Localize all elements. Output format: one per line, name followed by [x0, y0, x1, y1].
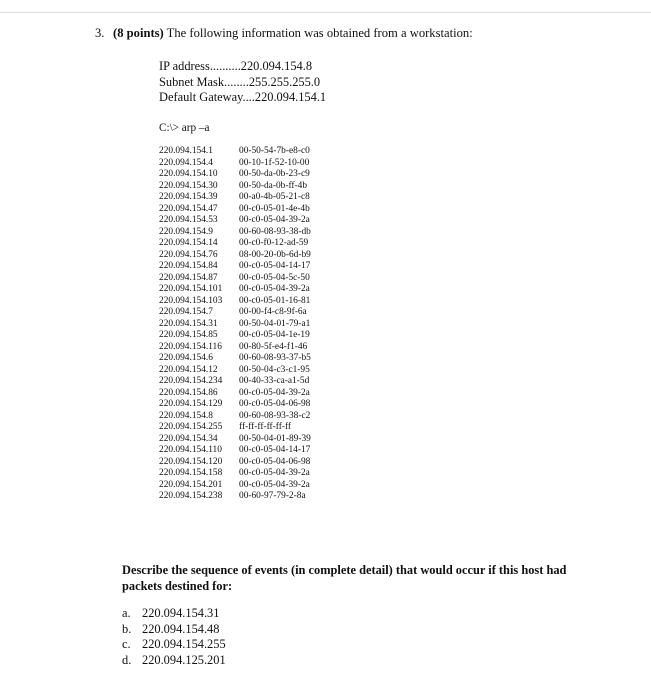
arp-ip-cell: 220.094.154.14	[159, 238, 218, 248]
table-row	[159, 445, 311, 457]
arp-ip-cell: 220.094.154.201	[159, 479, 223, 490]
table-row	[159, 261, 311, 273]
question-header	[95, 26, 473, 41]
page-top-divider	[0, 0, 651, 13]
table-row	[159, 399, 311, 411]
table-row	[159, 457, 311, 469]
arp-ip-cell: 220.094.154.255	[159, 422, 223, 432]
arp-mac-cell: 00-60-08-93-38-c2	[239, 410, 311, 421]
question-intro: The following information was obtained from a workstation:	[163, 26, 473, 40]
arp-mac-cell: 00-c0-05-04-39-2a	[239, 387, 310, 398]
option-c	[122, 637, 226, 653]
arp-mac-cell: 00-50-04-01-89-39	[239, 433, 311, 444]
table-row	[159, 411, 311, 423]
arp-ip-cell: 220.094.154.120	[159, 456, 223, 467]
arp-ip-cell: 220.094.154.47	[159, 203, 218, 214]
option-d	[122, 653, 226, 669]
arp-mac-cell: 00-c0-f0-12-ad-59	[239, 238, 309, 248]
arp-ip-cell: 220.094.154.238	[159, 491, 223, 501]
arp-ip-cell: 220.094.154.4	[159, 157, 213, 168]
arp-ip-cell: 220.094.154.101	[159, 284, 223, 294]
table-row	[159, 227, 311, 239]
arp-mac-cell: 00-c0-05-04-39-2a	[239, 468, 310, 478]
arp-ip-cell: 220.094.154.86	[159, 387, 218, 398]
arp-mac-cell: 00-50-54-7b-e8-c0	[239, 146, 310, 156]
arp-ip-cell: 220.094.154.6	[159, 353, 213, 363]
arp-ip-cell: 220.094.154.103	[159, 295, 223, 306]
option-value: 220.094.125.201	[142, 652, 226, 667]
table-row	[159, 468, 311, 480]
ip-address-line: IP address..........220.094.154.8	[159, 59, 313, 73]
arp-mac-cell: 00-c0-05-04-14-17	[239, 261, 311, 271]
arp-ip-cell: 220.094.154.34	[159, 433, 218, 444]
option-value: 220.094.154.48	[142, 621, 220, 636]
option-label: d.	[122, 652, 132, 667]
arp-ip-cell: 220.094.154.30	[159, 180, 218, 191]
arp-mac-cell: 00-c0-05-04-1e-19	[239, 330, 310, 340]
arp-mac-cell: 08-00-20-0b-6d-b9	[239, 249, 311, 260]
arp-mac-cell: 00-50-04-01-79-a1	[239, 318, 311, 329]
arp-ip-cell: 220.094.154.7	[159, 307, 213, 317]
arp-mac-cell: 00-40-33-ca-a1-5d	[239, 376, 310, 386]
arp-mac-cell: 00-c0-05-04-39-2a	[239, 215, 310, 225]
table-row	[159, 307, 311, 319]
arp-mac-cell: 00-c0-05-04-14-17	[239, 445, 311, 455]
arp-ip-cell: 220.094.154.129	[159, 399, 223, 409]
arp-mac-cell: 00-60-08-93-37-b5	[239, 353, 311, 363]
arp-mac-cell: 00-c0-05-04-06-98	[239, 456, 311, 467]
arp-ip-cell: 220.094.154.84	[159, 261, 218, 271]
table-row	[159, 434, 311, 446]
table-row	[159, 146, 311, 158]
table-row	[159, 422, 311, 434]
arp-mac-cell: 00-c0-05-01-4e-4b	[239, 203, 310, 214]
subnet-mask-line: Subnet Mask........255.255.255.0	[159, 74, 321, 89]
default-gateway-line: Default Gateway....220.094.154.1	[159, 90, 327, 104]
question-number: 3.	[95, 26, 105, 40]
arp-mac-cell: 00-c0-05-01-16-81	[239, 295, 311, 306]
arp-mac-cell: 00-c0-05-04-06-98	[239, 399, 311, 409]
arp-ip-cell: 220.094.154.39	[159, 192, 218, 202]
table-row	[159, 388, 311, 400]
table-row	[159, 296, 311, 308]
arp-ip-cell: 220.094.154.12	[159, 364, 218, 375]
table-row	[159, 250, 311, 262]
arp-mac-cell: 00-60-97-79-2-8a	[239, 491, 306, 501]
arp-mac-cell: 00-10-1f-52-10-00	[239, 157, 310, 168]
table-row	[159, 158, 311, 170]
arp-mac-cell: 00-c0-05-04-5c-50	[239, 272, 310, 283]
option-label: c.	[122, 637, 131, 652]
arp-mac-cell: 00-60-08-93-38-db	[239, 226, 311, 237]
arp-ip-cell: 220.094.154.10	[159, 169, 218, 179]
arp-ip-cell: 220.094.154.9	[159, 226, 213, 237]
arp-table	[159, 146, 311, 503]
arp-ip-cell: 220.094.154.76	[159, 249, 218, 260]
table-row	[159, 181, 311, 193]
arp-ip-cell: 220.094.154.1	[159, 146, 213, 156]
arp-mac-cell: 00-50-da-0b-ff-4b	[239, 180, 308, 191]
arp-mac-cell: ff-ff-ff-ff-ff-ff	[239, 422, 292, 432]
arp-ip-cell: 220.094.154.31	[159, 318, 218, 329]
table-row	[159, 319, 311, 331]
option-b	[122, 622, 226, 638]
arp-ip-cell: 220.094.154.234	[159, 376, 223, 386]
table-row	[159, 284, 311, 296]
option-a	[122, 606, 226, 622]
option-label: b.	[122, 621, 132, 636]
arp-mac-cell: 00-50-da-0b-23-c9	[239, 169, 310, 179]
arp-ip-cell: 220.094.154.116	[159, 341, 222, 352]
arp-mac-cell: 00-c0-05-04-39-2a	[239, 284, 310, 294]
table-row	[159, 273, 311, 285]
arp-ip-cell: 220.094.154.85	[159, 330, 218, 340]
network-config	[159, 59, 326, 106]
table-row	[159, 215, 311, 227]
table-row	[159, 353, 311, 365]
arp-mac-cell: 00-50-04-c3-c1-95	[239, 364, 310, 375]
arp-table-body	[159, 146, 311, 503]
arp-command: C:\> arp –a	[159, 122, 210, 134]
table-row	[159, 480, 311, 492]
option-value: 220.094.154.255	[142, 637, 226, 652]
arp-ip-cell: 220.094.154.110	[159, 445, 222, 455]
arp-ip-cell: 220.094.154.158	[159, 468, 223, 478]
arp-mac-cell: 00-a0-4b-05-21-c8	[239, 192, 310, 202]
arp-mac-cell: 00-00-f4-c8-9f-6a	[239, 307, 307, 317]
table-row	[159, 238, 311, 250]
answer-options	[122, 606, 226, 668]
table-row	[159, 169, 311, 181]
arp-ip-cell: 220.094.154.8	[159, 410, 213, 421]
arp-ip-cell: 220.094.154.87	[159, 272, 218, 283]
option-value: 220.094.154.31	[142, 606, 220, 620]
question-points: (8 points)	[113, 26, 164, 40]
table-row	[159, 342, 311, 354]
table-row	[159, 491, 311, 503]
option-label: a.	[122, 606, 131, 620]
table-row	[159, 330, 311, 342]
table-row	[159, 204, 311, 216]
table-row	[159, 376, 311, 388]
table-row	[159, 365, 311, 377]
describe-prompt: Describe the sequence of events (in complete detail) that would occur if this host had packets destined for:	[122, 563, 567, 593]
table-row	[159, 192, 311, 204]
arp-mac-cell: 00-c0-05-04-39-2a	[239, 479, 310, 490]
arp-ip-cell: 220.094.154.53	[159, 215, 218, 225]
arp-mac-cell: 00-80-5f-e4-f1-46	[239, 341, 308, 352]
